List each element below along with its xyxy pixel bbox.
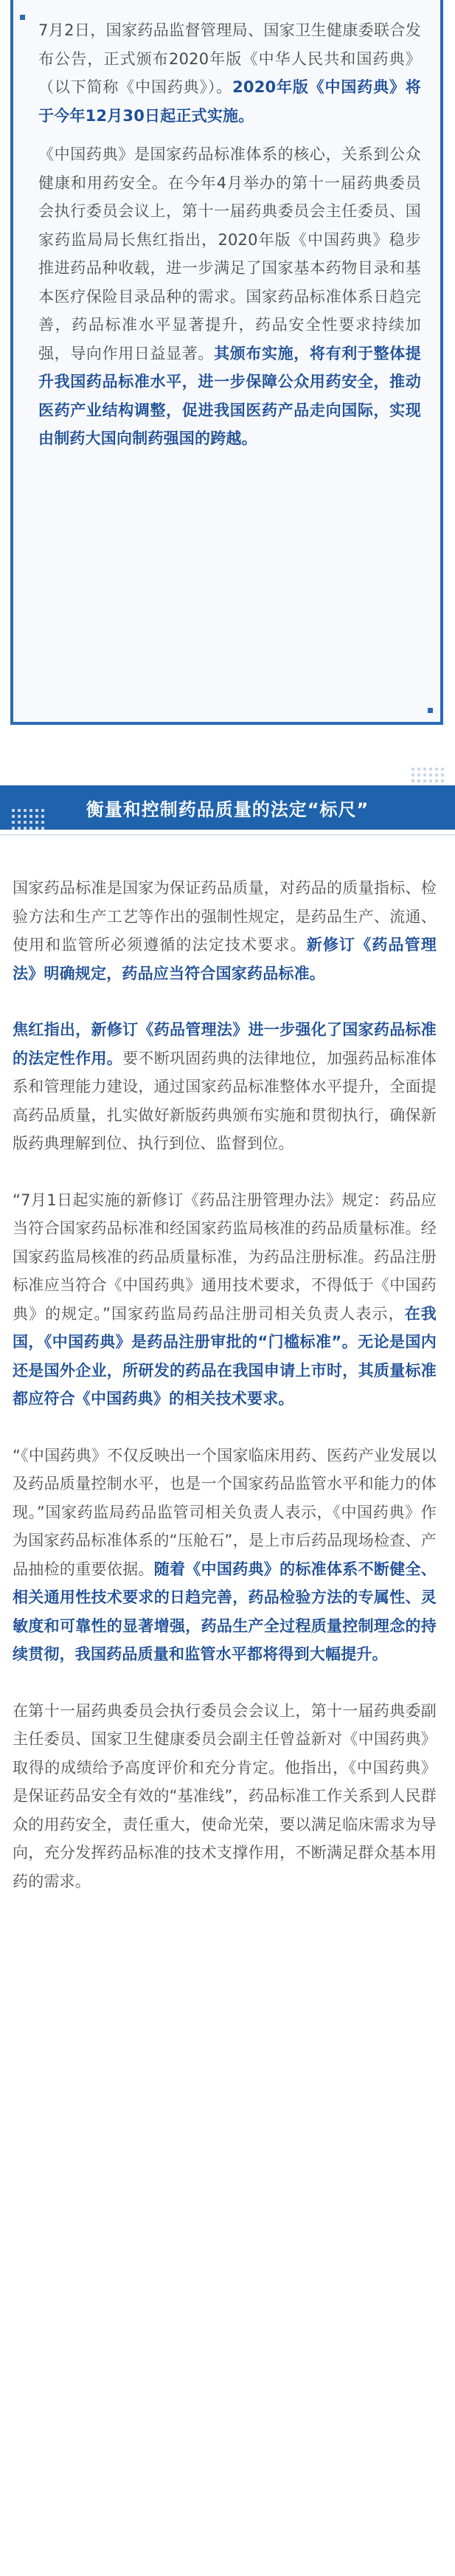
intro-p1-highlight: 2020年版《中国药典》将于今年12月30日起正式实施。 [38, 78, 421, 125]
section-divider [0, 834, 455, 836]
body-p1-text: 国家药品标准是国家为保证药品质量，对药品的质量指标、检验方法和生产工艺等作出的强制性规定，是药品生产、流通、使用和监管所必须遵循的法定技术要求。 [13, 879, 437, 954]
section-title: 衡量和控制药品质量的法定“标尺” [86, 799, 369, 820]
body-p4-text: “《中国药典》不仅反映出一个国家临床用药、医药产业发展以及药品质量控制水平，也是一个国家药品监管水平和能力的体现。”国家药监局药品监管司相关负责人表示，《中国药典》作为国家药品标准体系的“压舱石”，是上市后药品现场检查、产品抽检的重要依据。 [13, 1446, 437, 1578]
body-p4-highlight: 随着《中国药典》的标准体系不断健全、相关通用性技术要求的日趋完善，药品检验方法的专属性、灵敏度和可靠性的显著增强，药品生产全过程质量控制理念的持续贯彻，我国药品质量和监管水平都将得到大幅提升。 [13, 1560, 437, 1663]
article-body [13, 874, 437, 1895]
section-heading [0, 768, 455, 886]
dot-pattern-left [12, 809, 44, 830]
intro-paragraph-1 [38, 16, 421, 130]
intro-p1-text: 7月2日，国家药品监督管理局、国家卫生健康委联合发布公告，正式颁布2020年版《中华人民共和国药典》（以下简称《中国药典》）。 [38, 21, 421, 96]
body-p2-highlight: 焦红指出，新修订《药品管理法》进一步强化了国家药品标准的法定性作用。 [13, 1021, 437, 1067]
body-p3-highlight: 在我国，《中国药典》是药品注册审批的“门槛标准”。无论是国内还是国外企业，所研发的药品在我国申请上市时，其质量标准都应符合《中国药典》的相关技术要求。 [13, 1304, 437, 1408]
corner-square-top-left [20, 15, 25, 20]
intro-p2-text: 《中国药典》是国家药品标准体系的核心，关系到公众健康和用药安全。在今年4月举办的第十一届药典委员会执行委员会议上，第十一届药典委员会主任委员、国家药监局局长焦红指出，2020年版《中国药典》稳步推进药品种收载，进一步满足了国家基本药物目录和基本医疗保险目录品种的需求。国家药品标准体系日趋完善，药品标准水平显著提升，药品安全性要求持续加强，导向作用日益显著。 [38, 145, 421, 362]
section-heading-band [0, 785, 455, 830]
body-paragraph-3 [13, 1186, 437, 1413]
body-paragraph-2 [13, 1016, 437, 1158]
body-paragraph-1 [13, 874, 437, 988]
corner-square-bottom-right [428, 708, 433, 713]
intro-box [10, 0, 443, 725]
body-p5-text: 在第十一届药典委员会执行委员会会议上，第十一届药典委副主任委员、国家卫生健康委员会副主任曾益新对《中国药典》取得的成绩给予高度评价和充分肯定。他指出，《中国药典》是保证药品安全有效的“基准线”，药品标准工作关系到人民群众的用药安全，责任重大，使命光荣，要以满足临床需求为导向，充分发挥药品标准的技术支撑作用，不断满足群众基本用药的需求。 [13, 1701, 437, 1890]
intro-paragraph-2 [38, 140, 421, 453]
intro-p2-highlight: 其颁布实施，将有利于整体提升我国药品标准水平，进一步保障公众用药安全，推动医药产业结构调整，促进我国医药产品走向国际，实现由制药大国向制药强国的跨越。 [38, 344, 421, 447]
body-p1-highlight: 新修订《药品管理法》明确规定，药品应当符合国家药品标准。 [13, 936, 437, 982]
body-paragraph-4 [13, 1442, 437, 1669]
body-paragraph-5 [13, 1697, 437, 1896]
body-p2-text: 要不断巩固药典的法律地位，加强药品标准体系和管理能力建设，通过国家药品标准整体水平提升，全面提高药品质量，扎实做好新版药典颁布实施和贯彻执行，确保新版药典理解到位、执行到位、监督到位。 [13, 1049, 437, 1152]
body-p3-text: “7月1日起实施的新修订《药品注册管理办法》规定：药品应当符合国家药品标准和经国家药监局核准的药品质量标准。经国家药监局核准的药品质量标准，为药品注册标准。药品注册标准应当符合《中国药典》通用技术要求，不得低于《中国药典》的规定。”国家药监局药品注册司相关负责人表示， [13, 1191, 437, 1323]
